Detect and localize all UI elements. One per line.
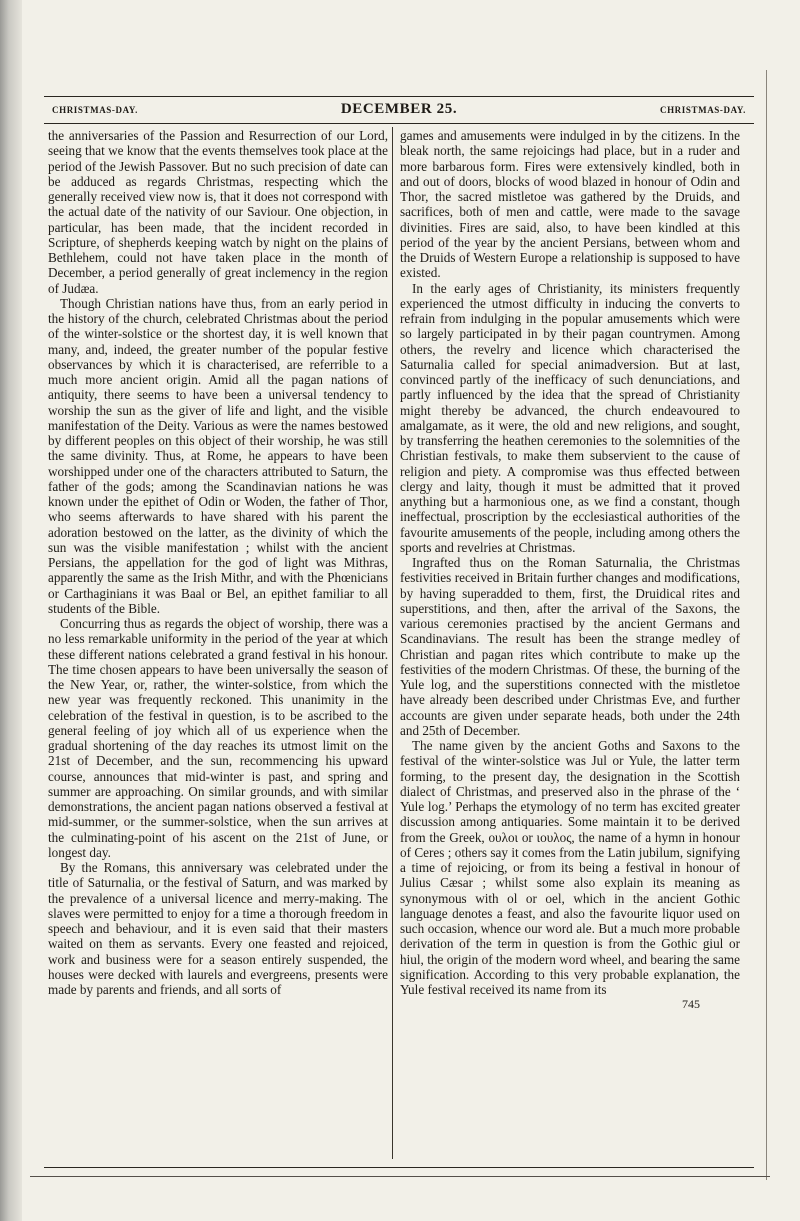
page-edge-bottom-line bbox=[30, 1176, 770, 1177]
page-number: 745 bbox=[682, 997, 700, 1012]
left-column bbox=[48, 128, 388, 997]
header-date: DECEMBER 25. bbox=[340, 101, 458, 117]
column-rule bbox=[392, 127, 393, 1159]
paragraph: By the Romans, this anniversary was celebrated under the title of Saturnalia, or the festival of Saturn, and was marked by the prevalence of a universal licence and merry-making. The slaves were permitted to enjoy for a time a thorough freedom in speech and behaviour, and it is even said that their masters waited on them as servants. Every one feasted and rejoiced, work and business were for a season entirely suspended, the houses were decked with laurels and evergreens, presents were made by parents and friends, and all sorts of bbox=[48, 860, 388, 997]
header-right: CHRISTMAS-DAY. bbox=[659, 105, 746, 115]
paragraph: In the early ages of Christianity, its ministers frequently experienced the utmost difficulty in inducing the converts to refrain from indulging in the popular amusements which were so largely participated in by their pagan countrymen. Among others, the revelry and licence which characterised the Saturnalia called for special animadversion. But at last, convinced partly of the inefficacy of such denunciations, and partly influenced by the idea that the spread of Christianity might thereby be advanced, the church endeavoured to amalgamate, as it were, the old and new religions, and sought, by transferring the heathen ceremonies to the solemnities of the Christian festivals, to make them subservient to the cause of religion and piety. A compromise was thus effected between clergy and laity, though it must be admitted that it proved anything but a harmonious one, as we find a constant, though ineffectual, proscription by the ecclesiastical authorities of the favourite amusements of the people, including among others the sports and revelries at Christmas. bbox=[400, 280, 740, 555]
paragraph: Concurring thus as regards the object of worship, there was a no less remarkable uniformity in the period of the year at which these different nations celebrated a grand festival in his honour. The time chosen appears to have been universally the season of the New Year, or, rather, the winter-solstice, from which the new year was frequently reckoned. This unanimity in the celebration of the festival in question, is to be ascribed to the general feeling of joy which all of us experience when the gradual shortening of the day reaches its utmost limit on the 21st of December, and the sun, recommencing his upward course, announces that mid-winter is past, and spring and summer are approaching. On similar grounds, and with similar demonstrations, the ancient pagan nations observed a festival at mid-summer, or the summer-solstice, when the sun arrives at the culminating-point of his ascent on the 21st of June, or longest day. bbox=[48, 616, 388, 860]
right-column bbox=[400, 128, 740, 1011]
paragraph: Ingrafted thus on the Roman Saturnalia, the Christmas festivities received in Britain further changes and modifications, by having superadded to them, first, the Druidical rites and superstitions, and then, after the arrival of the Saxons, the various ceremonies practised by the ancient Germans and Scandinavians. The result has been the strange medley of Christian and pagan rites which contribute to make up the festivities of the modern Christmas. Of these, the burning of the Yule log, and the superstitions connected with the mistletoe have already been described under Christmas Eve, and further accounts are given under separate heads, both under the 24th and 25th of December. bbox=[400, 555, 740, 738]
book-page bbox=[44, 96, 754, 1168]
paragraph: the anniversaries of the Passion and Resurrection of our Lord, seeing that we know that the events themselves took place at the period of the Jewish Passover. But no such precision of date can be adduced as regards Christmas, respecting which the generally received view now is, that it does not correspond with the actual date of the nativity of our Saviour. One objection, in particular, has been made, that the incident recorded in Scripture, of shepherds keeping watch by night on the plains of Bethlehem, could not have taken place in the month of December, a period generally of great inclemency in the region of Judæa. bbox=[48, 128, 388, 296]
page-edge-line bbox=[766, 70, 767, 1180]
header-left: CHRISTMAS-DAY. bbox=[52, 105, 139, 115]
paragraph: The name given by the ancient Goths and Saxons to the festival of the winter-solstice was Jul or Yule, the latter term forming, to the present day, the designation in the Scottish dialect of Christmas, and preserved also in the phrase of the ‘ Yule log.’ Perhaps the etymology of no term has excited greater discussion among antiquaries. Some maintain it to be derived from the Greek, ουλοι or ιουλος, the name of a hymn in honour of Ceres ; others say it comes from the Latin jubilum, signifying a time of rejoicing, or from its being a festival in honour of Julius Cæsar ; whilst some also explain its meaning as synonymous with ol or oel, which in the ancient Gothic language denotes a feast, and also the favourite liquor used on such occasion, whence our word ale. But a much more probable derivation of the term in question is from the Gothic giul or hiul, the origin of the modern word wheel, and bearing the same signification. According to this very probable explanation, the Yule festival received its name from its bbox=[400, 738, 740, 997]
paragraph: Though Christian nations have thus, from an early period in the history of the church, celebrated Christmas about the period of the winter-solstice or the shortest day, it is well known that many, and, indeed, the greater number of the popular festive observances by which it is characterised, are referrible to a much more ancient origin. Amid all the pagan nations of antiquity, there seems to have been a universal tendency to worship the sun as the giver of life and light, and the visible manifestation of the Deity. Various as were the names bestowed by different peoples on this object of their worship, he was still the same divinity. Thus, at Rome, he appears to have been worshipped under one of the characters attributed to Saturn, the father of the gods; among the Scandinavian nations he was known under the epithet of Odin or Woden, the father of Thor, who seems afterwards to have shared with his parent the adoration bestowed on the latter, as the divinity of which the sun was the visible manifestation ; whilst with the ancient Persians, the appellation for the god of light was Mithras, apparently the same as the Irish Mithr, and with the Phœnicians or Carthaginians it was Baal or Bel, an epithet familiar to all students of the Bible. bbox=[48, 295, 388, 616]
book-binding-shadow bbox=[0, 0, 22, 1221]
running-header bbox=[44, 97, 754, 124]
paragraph: games and amusements were indulged in by the citizens. In the bleak north, the same rejoicings had place, but in a ruder and more barbarous form. Fires were extensively kindled, both in and out of doors, blocks of wood blazed in honour of Odin and Thor, the sacred mistletoe was gathered by the Druids, and sacrifices, both of men and cattle, were made to the savage divinities. Fires are said, also, to have been kindled at this period of the year by the ancient Persians, between whom and the Druids of Western Europe a relationship is supposed to have existed. bbox=[400, 128, 740, 281]
